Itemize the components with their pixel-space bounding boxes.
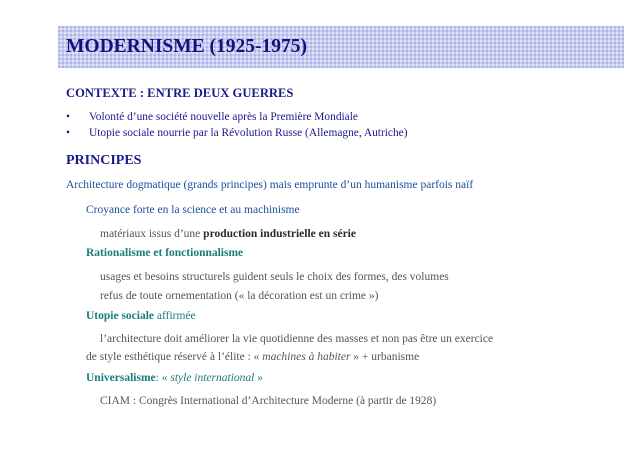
croyance-line: Croyance forte en la science et au machinisme xyxy=(86,204,300,216)
architecture-line-2 xyxy=(86,351,419,363)
contexte-heading: CONTEXTE : ENTRE DEUX GUERRES xyxy=(66,86,294,100)
refus-line: refus de toute ornementation (« la décoration est un crime ») xyxy=(100,290,379,302)
bullet-text: Volonté d’une société nouvelle après la Première Mondiale xyxy=(89,111,358,123)
universalisme-heading xyxy=(86,372,263,384)
utopie-heading xyxy=(86,310,196,322)
principes-heading: PRINCIPES xyxy=(66,153,142,168)
materiaux-line xyxy=(100,228,356,240)
architecture-suffix: » + urbanisme xyxy=(350,351,420,363)
principes-intro: Architecture dogmatique (grands principes) mais emprunte d’un humanisme parfois naïf xyxy=(66,179,474,191)
machines-italic: machines à habiter xyxy=(262,351,351,363)
materiaux-bold: production industrielle en série xyxy=(203,228,356,240)
utopie-rest: affirmée xyxy=(154,310,196,322)
bullet-text: Utopie sociale nourrie par la Révolution Russe (Allemagne, Autriche) xyxy=(89,127,408,139)
utopie-bold: Utopie sociale xyxy=(86,310,155,322)
rationalisme-heading: Rationalisme et fonctionnalisme xyxy=(86,247,244,259)
bullet-dot: • xyxy=(66,127,70,139)
universalisme-colon: : « xyxy=(155,372,171,384)
style-international-italic: style international xyxy=(170,372,255,384)
bullet-dot: • xyxy=(66,111,70,123)
ciam-line: CIAM : Congrès International d’Architecture Moderne (à partir de 1928) xyxy=(100,395,437,407)
universalisme-close: » xyxy=(254,372,263,384)
universalisme-bold: Universalisme xyxy=(86,372,156,384)
architecture-prefix: de style esthétique réservé à l’élite : « xyxy=(86,351,263,363)
usages-line: usages et besoins structurels guident seuls le choix des formes, des volumes xyxy=(100,271,449,283)
slide-title: MODERNISME (1925-1975) xyxy=(66,36,308,57)
materiaux-prefix: matériaux issus d’une xyxy=(100,228,204,240)
architecture-line-1: l’architecture doit améliorer la vie quotidienne des masses et non pas être un exercice xyxy=(100,333,494,345)
